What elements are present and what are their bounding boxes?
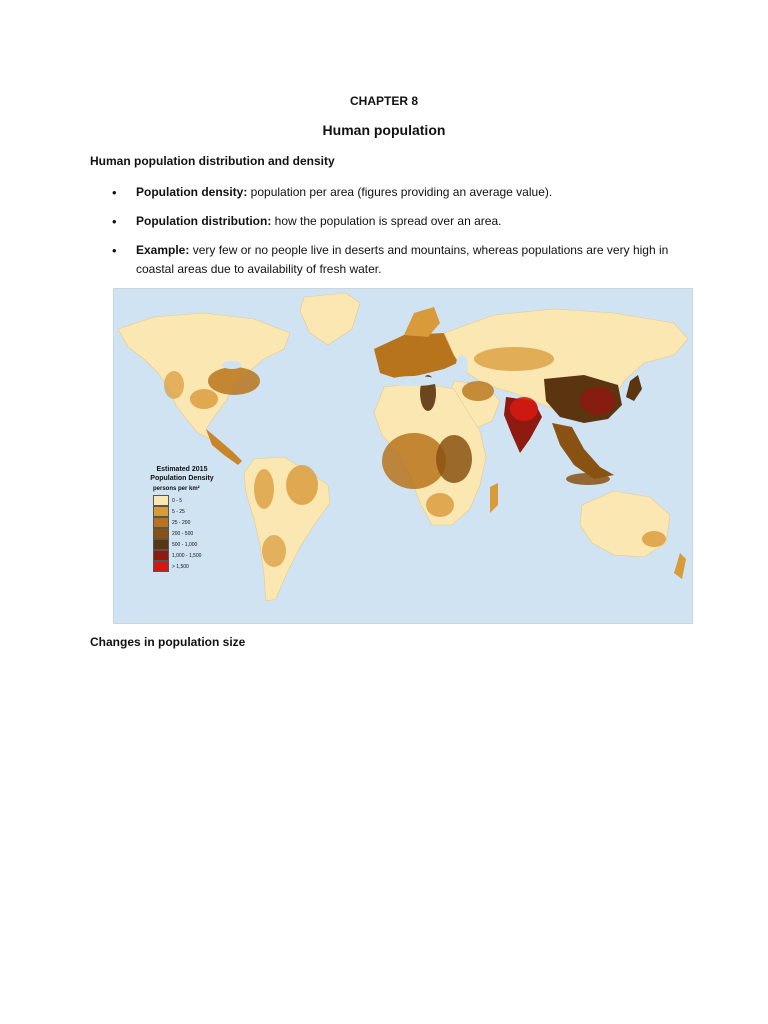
- density-patch-indonesia: [566, 473, 610, 485]
- legend-label: 500 - 1,000: [172, 541, 198, 548]
- density-patch-us-east: [208, 367, 260, 395]
- density-patch-us-south: [190, 389, 218, 409]
- legend-swatch: [153, 517, 169, 528]
- bullet-text: very few or no people live in deserts and mountains, whereas populations are very high in coastal areas due to availability of fresh water.: [136, 243, 669, 276]
- legend-label: 25 - 200: [172, 519, 191, 526]
- legend-label: 200 - 500: [172, 530, 194, 537]
- density-patch-ganges: [510, 397, 538, 421]
- section-heading-changes: Changes in population size: [90, 635, 246, 649]
- bullet-density: [90, 183, 690, 202]
- density-patch-andes: [254, 469, 274, 509]
- density-patch-argentina: [262, 535, 286, 567]
- legend-row: [153, 539, 237, 550]
- section-heading-distribution: Human population distribution and density: [90, 154, 335, 168]
- bullet-list: [90, 183, 690, 289]
- mediterranean-sea: [388, 376, 440, 386]
- bullet-term: Example:: [136, 243, 190, 257]
- legend-label: 0 - 5: [172, 497, 183, 504]
- legend-swatch: [153, 495, 169, 506]
- bullet-text: population per area (figures providing an average value).: [247, 185, 553, 199]
- legend-label: > 1,500: [172, 563, 189, 570]
- legend-title: Estimated 2015 Population Density: [150, 466, 214, 482]
- great-lakes: [222, 361, 242, 369]
- page-title: Human population: [322, 122, 446, 138]
- density-patch-brazil: [286, 465, 318, 505]
- legend-row: [153, 561, 237, 572]
- legend-label: 1,000 - 1,500: [172, 552, 202, 559]
- density-patch-middle-east: [462, 381, 494, 401]
- legend-swatch: [153, 539, 169, 550]
- map-legend: [147, 465, 237, 572]
- density-patch-australia-east: [642, 531, 666, 547]
- bullet-distribution: [90, 212, 690, 231]
- world-map-graphic: [114, 289, 692, 623]
- legend-row: [153, 506, 237, 517]
- density-patch-central-asia: [474, 347, 554, 371]
- legend-swatch: [153, 561, 169, 572]
- legend-row: [153, 528, 237, 539]
- bullet-example: [90, 241, 690, 279]
- chapter-label: CHAPTER 8: [349, 94, 418, 108]
- bullet-term: Population distribution:: [136, 214, 272, 228]
- density-patch-east-africa: [436, 435, 472, 483]
- bullet-text: how the population is spread over an area.: [271, 214, 502, 228]
- legend-label: 5 - 25: [172, 508, 185, 515]
- caspian-sea: [456, 355, 468, 375]
- legend-row: [153, 550, 237, 561]
- legend-swatch: [153, 528, 169, 539]
- density-patch-south-africa: [426, 493, 454, 517]
- legend-row: [153, 517, 237, 528]
- population-density-map: [113, 288, 693, 624]
- legend-swatch: [153, 550, 169, 561]
- legend-swatch: [153, 506, 169, 517]
- density-patch-east-china: [580, 387, 616, 415]
- density-patch-us-west: [164, 371, 184, 399]
- legend-row: [153, 495, 237, 506]
- legend-unit: persons per km²: [153, 486, 200, 492]
- bullet-term: Population density:: [136, 185, 248, 199]
